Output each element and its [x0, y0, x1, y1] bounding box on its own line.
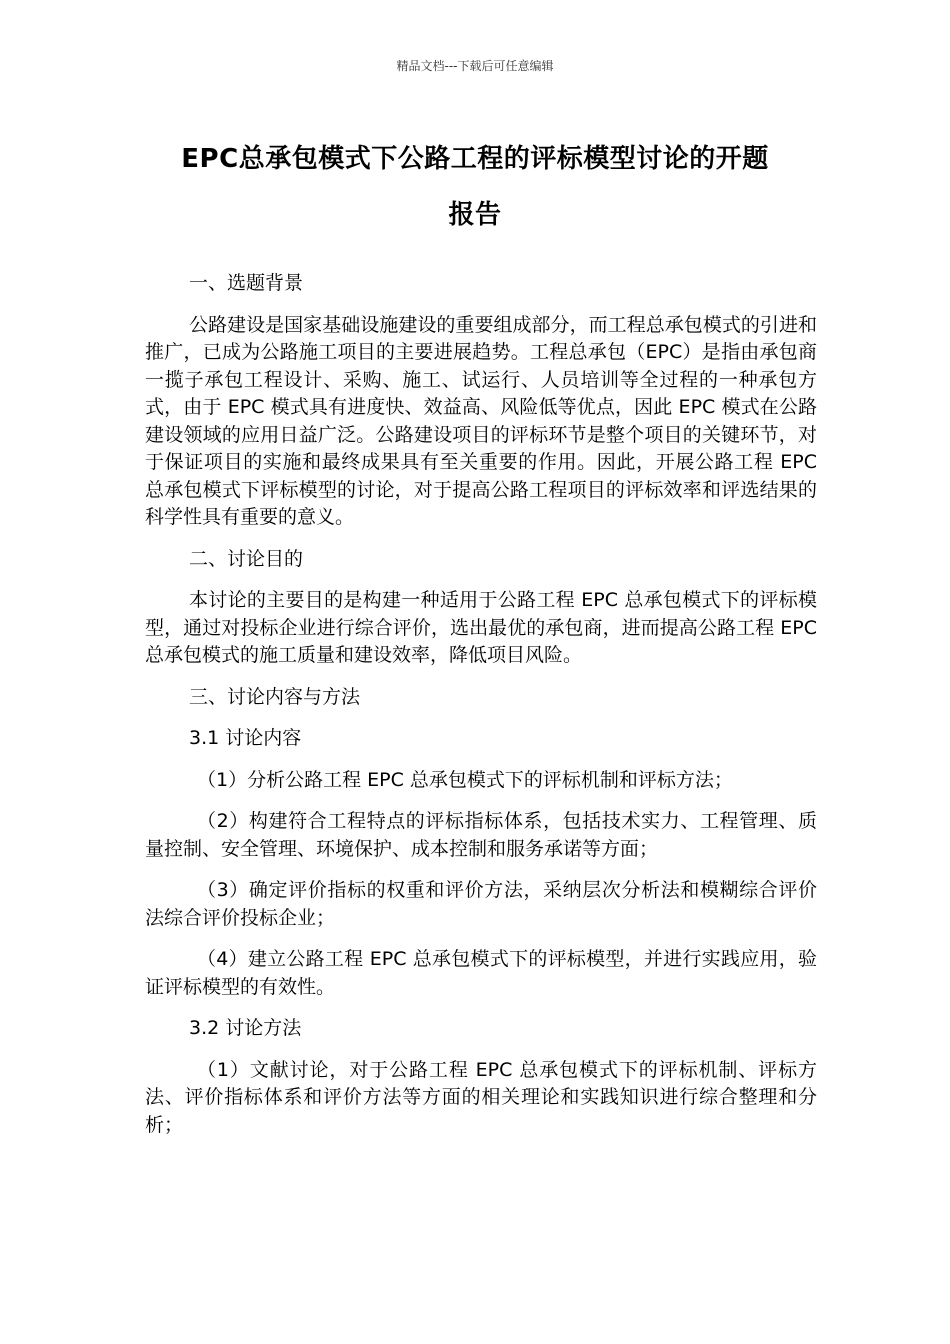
- list-item: （4）建立公路工程 EPC 总承包模式下的评标模型，并进行实践应用，验证评标模型的有效性。: [145, 948, 817, 998]
- section-3-heading: 三、讨论内容与方法: [189, 685, 361, 708]
- document-title-line-2: 报告: [448, 200, 502, 230]
- list-item: （2）构建符合工程特点的评标指标体系，包括技术实力、工程管理、质量控制、安全管理、环境保护、成本控制和服务承诺等方面；: [145, 810, 817, 860]
- list-item: （1）分析公路工程 EPC 总承包模式下的评标机制和评标方法；: [197, 768, 733, 791]
- section-2-paragraph: 本讨论的主要目的是构建一种适用于公路工程 EPC 总承包模式下的评标模型，通过对投标企业进行综合评价，选出最优的承包商，进而提高公路工程 EPC 总承包模式的施工质量和建设效率，降低项目风险。: [145, 589, 817, 666]
- section-1-paragraph: 公路建设是国家基础设施建设的重要组成部分，而工程总承包模式的引进和推广，已成为公路施工项目的主要进展趋势。工程总承包（EPC）是指由承包商一揽子承包工程设计、采购、施工、试运行、人员培训等全过程的一种承包方式，由于 EPC 模式具有进度快、效益高、风险低等优点，因此 EPC 模式在公路建设领域的应用日益广泛。公路建设项目的评标环节是整个项目的关键环节，对于保证项目的实施和最终成果具有至关重要的作用。因此，开展公路工程 EPC 总承包模式下评标模型的讨论，对于提高公路工程项目的评标效率和评选结果的科学性具有重要的意义。: [145, 313, 817, 528]
- section-2-heading: 二、讨论目的: [189, 547, 304, 570]
- document-body: [145, 270, 817, 1153]
- section-1-heading: 一、选题背景: [189, 272, 304, 294]
- list-item: （1）文献讨论，对于公路工程 EPC 总承包模式下的评标机制、评标方法、评价指标体系和评价方法等方面的相关理论和实践知识进行综合整理和分析；: [145, 1058, 817, 1136]
- document-title-line-1: EPC总承包模式下公路工程的评标模型讨论的开题: [181, 144, 769, 174]
- section-3-1-heading: 3.1 讨论内容: [189, 727, 302, 749]
- header-note: 精品文档---下载后可任意编辑: [396, 59, 554, 73]
- list-item: （3）确定评价指标的权重和评价方法，采纳层次分析法和模糊综合评价法综合评价投标企业；: [145, 879, 817, 929]
- section-3-2-heading: 3.2 讨论方法: [189, 1017, 302, 1039]
